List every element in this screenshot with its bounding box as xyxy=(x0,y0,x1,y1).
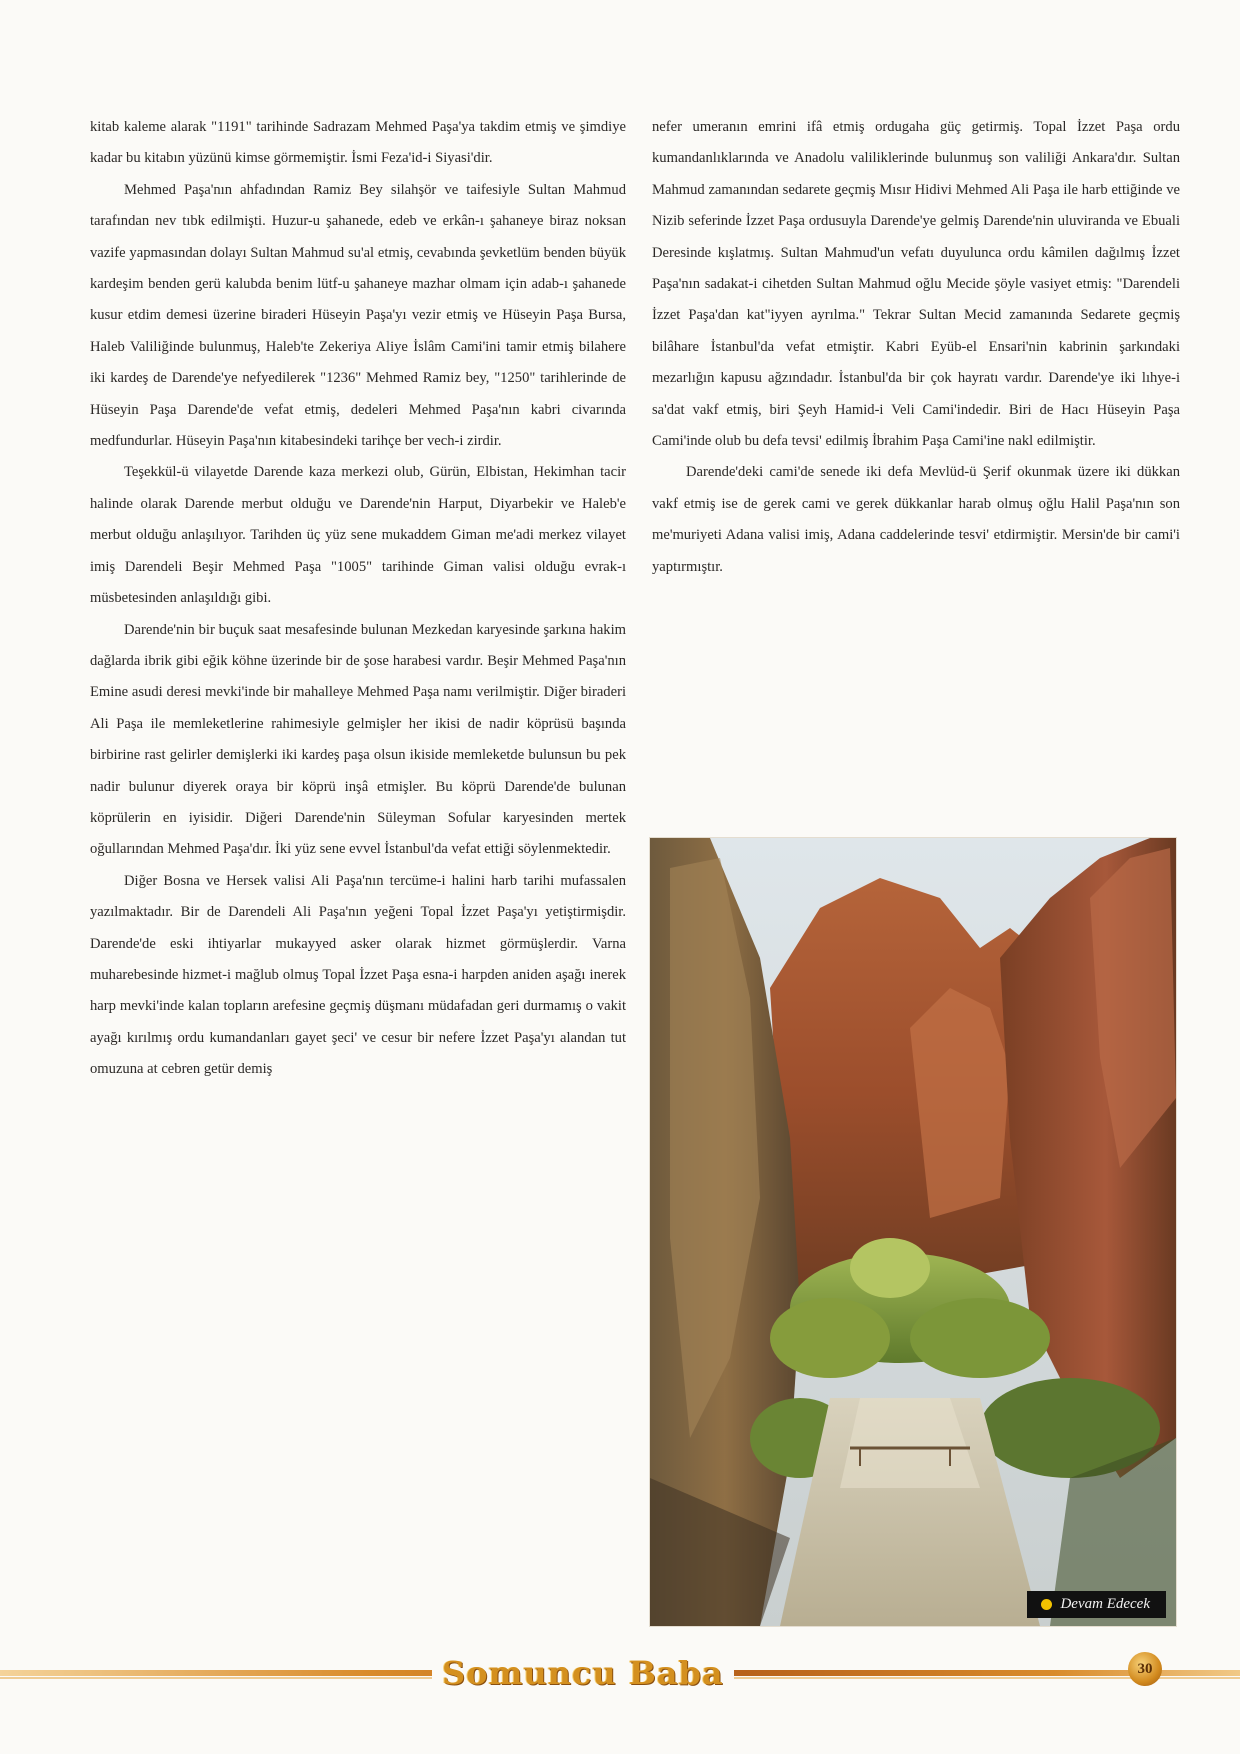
paragraph: Darende'nin bir buçuk saat mesafesinde bulunan Mezkedan karyesinde şarkına hakim dağlarda ibrik gibi eğik köhne üzerinde bir de şose harabesi vardır. Beşir Mehmed Paşa'nın Emine asudi deresi mevki'inde bir mahalleye Mehmed Paşa namı verilmiştir. Diğer biraderi Ali Paşa ile memleketlerine rahimesiyle gelmişler her ikisi de nadir köprüsü başında birbirine rast gelirler demişlerki iki kardeş paşa olsun ikiside memleketde bulunsun bu pek nadir bulunur diyerek oraya bir köprü inşâ etmişler. Bu köprü Darende'de bulunan köprülerin en iyisidir. Diğeri Darende'nin Süleyman Sofular karyesinden mertek oğullarından Mehmed Paşa'dır. İki yüz sene evvel İstanbul'da vefat ettiği söylenmektedir. xyxy=(90,621,626,858)
footer-band xyxy=(0,1656,1240,1690)
canyon-photo xyxy=(650,838,1176,1626)
paragraph: Mehmed Paşa'nın ahfadından Ramiz Bey silahşör ve taifesiyle Sultan Mahmud tarafından nev tıbk edilmişti. Huzur-u şahanede, edeb ve erkân-ı şahaneye biraz noksan vazife yapmasından dolayı Sultan Mahmud su'al etmiş, cevabında şevketlüm benden büyük kardeşim benden gerü kalubda benim lütf-u şahaneye mazhar olmam için adab-ı şahanede kusur etdim demesi üzerine biraderi Hüseyin Paşa'yı vezir etmiş ve Hüseyin Paşa Bursa, Haleb Valiliğinde bulunmuş, Haleb'te Zekeriya Aliye İslâm Cami'ini tamir etmiş bilahere iki kardeş de Darende'ye nefyedilerek "1236" Mehmed Ramiz bey, "1250" tarihlerinde de Hüseyin Paşa Darende'de vefat etmiş, dedeleri Mehmed Paşa'nın kabri civarında medfundurlar. Hüseyin Paşa'nın kitabesindeki tarihçe ber vech-i zirdir. xyxy=(90,181,626,450)
paragraph: Darende'deki cami'de senede iki defa Mevlüd-ü Şerif okunmak üzere iki dükkan vakf etmiş ise de gerek cami ve gerek dükkanlar harab olmuş oğlu Halil Paşa'nın son me'muriyeti Adana valisi imiş, Adana caddelerinde tesvi' etdirmiştir. Mersin'de bir cami'i yaptırmıştır. xyxy=(652,464,1180,575)
caption-text: Devam Edecek xyxy=(1060,1596,1150,1612)
paragraph: Diğer Bosna ve Hersek valisi Ali Paşa'nın tercüme-i halini harb tarihi mufassalen yazılmaktadır. Bir de Darendeli Ali Paşa'nın yeğeni Topal İzzet Paşa'yı yetiştirmişdir. Darende'de eski ihtiyarlar mukayyed asker olarak hizmet görmüşlerdir. Varna muharebesinde hizmet-i mağlub olmuş Topal İzzet Paşa esna-i harpden aniden aşağı inerek harp mevki'inde kalan topların arefesine geçmiş düşmanı müdafadan geri durmamış o vakit ayağı kırılmış ordu kumandanları gayet şeci' ve cesur bir nefere İzzet Paşa'yı alandan tut omuzuna at cebren getür demiş xyxy=(90,872,626,1078)
paragraph: kitab kaleme alarak "1191" tarihinde Sadrazam Mehmed Paşa'ya takdim etmiş ve şimdiye kadar bu kitabın yüzünü kimse görmemiştir. İsmi Feza'id-i Siyasi'dir. xyxy=(90,119,626,167)
page-number: 30 xyxy=(1128,1652,1162,1686)
paragraph: Teşekkül-ü vilayetde Darende kaza merkezi olub, Gürün, Elbistan, Hekimhan tacir halinde olarak Darende merbut olduğu ve Darende'nin Harput, Diyarbekir ve Haleb'e merbut olduğu anlaşılıyor. Tarihden üç yüz sene mukaddem Giman me'adi merkez vilayet imiş Darendeli Beşir Mehmed Paşa "1005" tarihinde Giman valisi olduğu evrak-ı müsbetesinden anlaşıldığı gibi. xyxy=(90,464,626,607)
canyon-image xyxy=(650,838,1176,1626)
paragraph: nefer umeranın emrini ifâ etmiş ordugaha güç getirmiş. Topal İzzet Paşa ordu kumandanlıklarında ve Anadolu valiliklerinde bulunmuş son valiliği Ankara'dır. Sultan Mahmud zamanından sedarete geçmiş Mısır Hidivi Mehmed Ali Paşa ile harb ettiğinde ve Nizib seferinde İzzet Paşa ordusuyla Darende'ye gelmiş Darende'nin uluviranda ve Ebuali Deresinde kışlatmış. Sultan Mahmud'un vefatı duyulunca ordu kâmilen dağılmış İzzet Paşa'nın sadakat-i cihetden Sultan Mahmud oğlu Mecide şöyle vasiyet etmiş: "Darendeli İzzet Paşa'dan kat"iyyen ayrılma." Tekrar Sultan Mecid zamanında Sedarete geçmiş bilâhare İstanbul'da vefat etmiştir. Kabri Eyüb-el Ensari'nin kabrinin şarkındaki mezarlığın kapusu ağzındadır. İstanbul'da bir çok hayratı vardır. Darende'ye iki lıhye-i sa'dat vakf etmiş, biri Şeyh Hamid-i Veli Cami'indedir. Biri de Hacı Hüseyin Paşa Cami'inde olub bu defa tevsi' edilmiş İbrahim Paşa Cami'ine nakl edilmiştir. xyxy=(652,119,1180,450)
magazine-brand-logo: Somuncu Baba xyxy=(432,1656,734,1690)
article-right-column xyxy=(652,112,1180,583)
bullet-dot-icon xyxy=(1041,1599,1052,1610)
continued-caption xyxy=(1027,1591,1166,1618)
article-left-column xyxy=(90,112,626,1086)
